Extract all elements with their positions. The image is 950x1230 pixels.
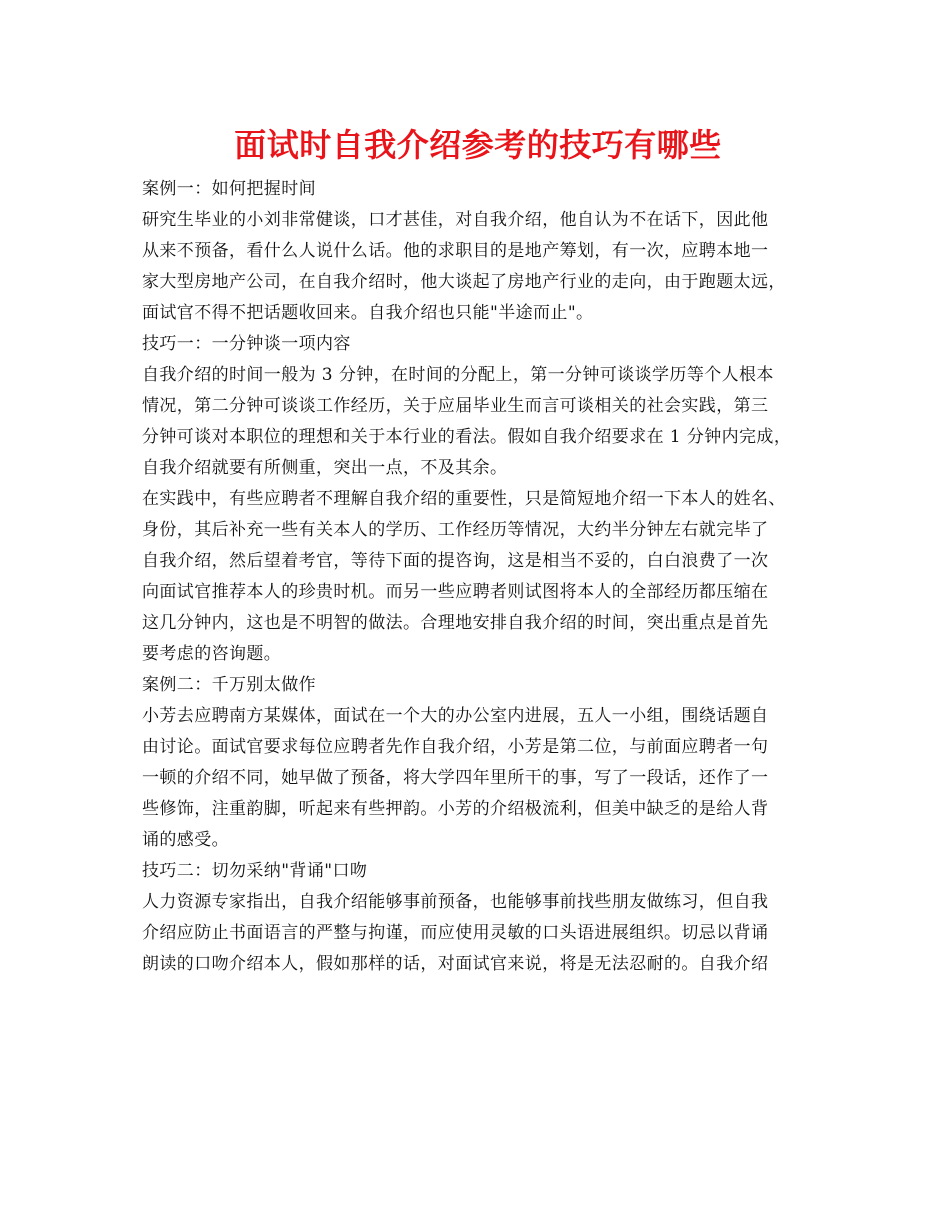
text-line: 向面试官推荐本人的珍贵时机。而另一些应聘者则试图将本人的全部经历都压缩在 [142,582,769,602]
text-line: 研究生毕业的小刘非常健谈，口才甚佳，对自我介绍，他自认为不在话下，因此他 [142,210,769,230]
document-title: 面试时自我介绍参考的技巧有哪些 [234,126,722,164]
paragraph-case-1 [142,205,814,329]
text-line: 自我介绍，然后望着考官，等待下面的提咨询，这是相当不妥的，白白浪费了一次 [142,551,769,571]
paragraph-case-2 [142,701,814,856]
text-line: 情况，第二分钟可谈谈工作经历，关于应届毕业生而言可谈相关的社会实践，第三 [142,396,769,416]
section-heading-tip-1: 技巧一：一分钟谈一项内容 [142,334,351,354]
section-heading-case-2: 案例二：千万别太做作 [142,675,316,695]
paragraph-tip-2 [142,887,814,980]
paragraph-tip-1 [142,360,814,484]
section-heading-tip-2: 技巧二：切勿采纳"背诵"口吻 [142,861,368,881]
text-line: 由讨论。面试官要求每位应聘者先作自我介绍，小芳是第二位，与前面应聘者一句 [142,737,769,757]
section-heading-case-1: 案例一：如何把握时间 [142,179,316,199]
text-line: 身份，其后补充一些有关本人的学历、工作经历等情况，大约半分钟左右就完毕了 [142,520,769,540]
text-line: 一顿的介绍不同，她早做了预备，将大学四年里所干的事，写了一段话，还作了一 [142,768,769,788]
text-line: 家大型房地产公司，在自我介绍时，他大谈起了房地产行业的走向，由于跑题太远， [142,272,786,292]
text-line: 诵的感受。 [142,830,229,850]
text-line: 要考虑的咨询题。 [142,644,282,664]
text-line: 从来不预备，看什么人说什么话。他的求职目的是地产筹划，有一次，应聘本地一 [142,241,769,261]
text-line: 介绍应防止书面语言的严整与拘谨，而应使用灵敏的口头语进展组织。切忌以背诵 [142,923,769,943]
text-line: 在实践中，有些应聘者不理解自我介绍的重要性，只是简短地介绍一下本人的姓名、 [142,489,786,509]
text-line: 小芳去应聘南方某媒体，面试在一个大的办公室内进展，五人一小组，围绕话题自 [142,706,769,726]
text-line: 自我介绍的时间一般为 3 分钟，在时间的分配上，第一分钟可谈谈学历等个人根本 [142,365,774,385]
text-line: 人力资源专家指出，自我介绍能够事前预备，也能够事前找些朋友做练习，但自我 [142,892,769,912]
text-line: 些修饰，注重韵脚，听起来有些押韵。小芳的介绍极流利，但美中缺乏的是给人背 [142,799,769,819]
text-line: 这几分钟内，这也是不明智的做法。合理地安排自我介绍的时间，突出重点是首先 [142,613,769,633]
paragraph-practice [142,484,814,670]
text-line: 朗读的口吻介绍本人，假如那样的话，对面试官来说，将是无法忍耐的。自我介绍 [142,954,769,974]
text-line: 自我介绍就要有所侧重，突出一点，不及其余。 [142,458,508,478]
text-line: 分钟可谈对本职位的理想和关于本行业的看法。假如自我介绍要求在 1 分钟内完成， [142,427,792,447]
text-line: 面试官不得不把话题收回来。自我介绍也只能"半途而止"。 [142,303,594,323]
document-page [142,118,814,980]
